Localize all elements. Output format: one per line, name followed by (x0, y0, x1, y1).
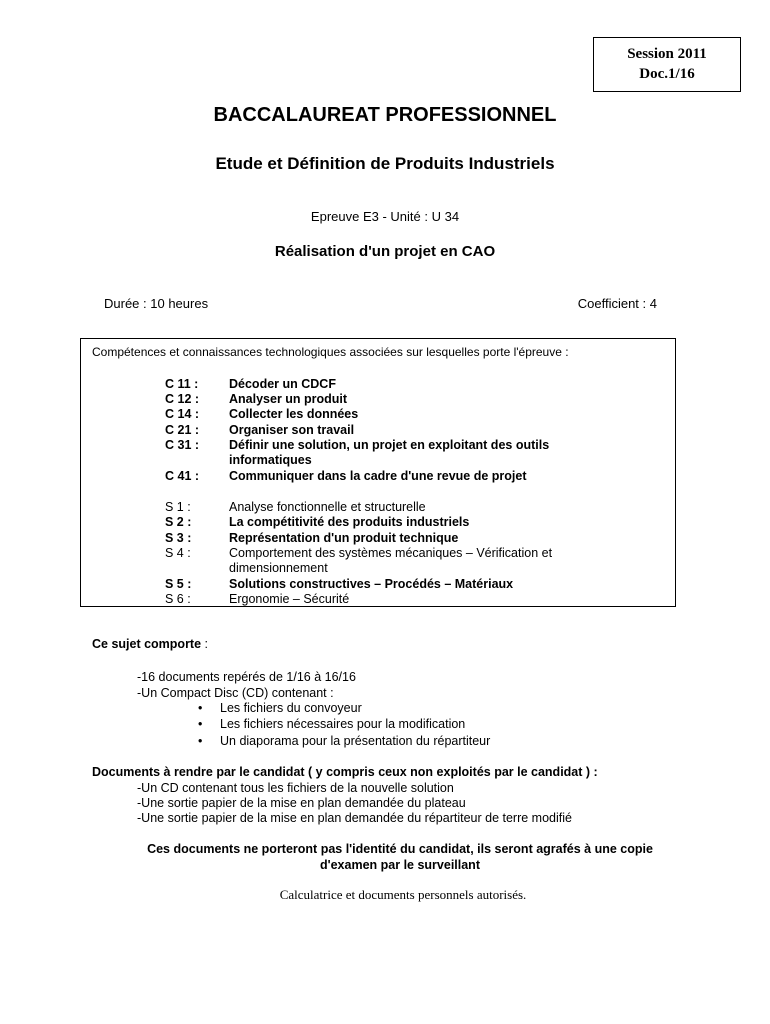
savoir-code: S 5 : (165, 577, 192, 591)
competence-code: C 14 : (165, 407, 200, 421)
page-subtitle: Etude et Définition de Produits Industriels (215, 154, 555, 173)
savoir-code: S 6 : (165, 592, 191, 606)
list-item (198, 700, 362, 716)
duration-label: Durée : 10 heures (104, 296, 209, 311)
savoir-label: La compétitivité des produits industriels (229, 515, 470, 529)
bullet-icon: • (198, 701, 203, 715)
savoir-label: Solutions constructives – Procédés – Matériaux (229, 577, 514, 591)
notice-line: d'examen par le surveillant (320, 858, 480, 872)
savoir-code: S 4 : (165, 546, 191, 560)
coefficient-label: Coefficient : 4 (577, 296, 657, 311)
project-title: Réalisation d'un projet en CAO (274, 243, 496, 260)
competence-label: Décoder un CDCF (229, 377, 336, 391)
competence-code: C 11 : (165, 377, 199, 391)
competence-code: C 21 : (165, 423, 200, 437)
calculator-note: Calculatrice et documents personnels autorisés. (279, 887, 527, 902)
sujet-line: -Un Compact Disc (CD) contenant : (137, 686, 334, 700)
sujet-line: -16 documents repérés de 1/16 à 16/16 (137, 670, 356, 684)
competence-label: Communiquer dans la cadre d'une revue de projet (229, 469, 527, 483)
notice-text (0, 841, 770, 873)
documents-heading: Documents à rendre par le candidat ( y compris ceux non exploités par le candidat ) : (92, 765, 598, 779)
sujet-heading (92, 637, 208, 651)
document-number: Doc.1/16 (639, 66, 695, 82)
session-year: Session 2011 (627, 46, 707, 62)
sujet-title: Ce sujet comporte (92, 637, 202, 651)
competence-label: Collecter les données (229, 407, 359, 421)
savoir-label: Comportement des systèmes mécaniques – Vérification et dimensionnement (229, 546, 553, 575)
session-box (593, 37, 741, 92)
savoir-code: S 3 : (165, 531, 192, 545)
savoir-label: Ergonomie – Sécurité (229, 592, 350, 606)
notice-line: Ces documents ne porteront pas l'identité du candidat, ils seront agrafés à une copie (147, 842, 653, 856)
savoir-code: S 2 : (165, 515, 192, 529)
list-item (198, 716, 465, 732)
savoir-label: Représentation d'un produit technique (229, 531, 459, 545)
competences-header: Compétences et connaissances technologiques associées sur lesquelles porte l'épreuve : (92, 345, 569, 359)
competence-label: Analyser un produit (229, 392, 348, 406)
bullet-text: Les fichiers du convoyeur (220, 701, 362, 715)
document-line: -Un CD contenant tous les fichiers de la nouvelle solution (137, 781, 454, 795)
savoir-code: S 1 : (165, 500, 191, 514)
bullet-icon: • (198, 717, 203, 731)
savoir-label: Analyse fonctionnelle et structurelle (229, 500, 426, 514)
bullet-text: Les fichiers nécessaires pour la modification (220, 717, 466, 731)
list-item (198, 733, 490, 749)
document-line: -Une sortie papier de la mise en plan demandée du plateau (137, 796, 466, 810)
sujet-colon: : (201, 637, 209, 651)
competence-label: Définir une solution, un projet en exploitant des outils informatiques (229, 438, 550, 467)
page-title: BACCALAUREAT PROFESSIONNEL (213, 104, 557, 126)
bullet-icon: • (198, 734, 203, 748)
competence-code: C 31 : (165, 438, 200, 452)
competence-code: C 41 : (165, 469, 200, 483)
document-line: -Une sortie papier de la mise en plan demandée du répartiteur de terre modifié (137, 811, 572, 825)
competence-code: C 12 : (165, 392, 200, 406)
epreuve-label: Epreuve E3 - Unité : U 34 (310, 209, 460, 224)
competence-label: Organiser son travail (229, 423, 355, 437)
bullet-text: Un diaporama pour la présentation du répartiteur (220, 734, 491, 748)
